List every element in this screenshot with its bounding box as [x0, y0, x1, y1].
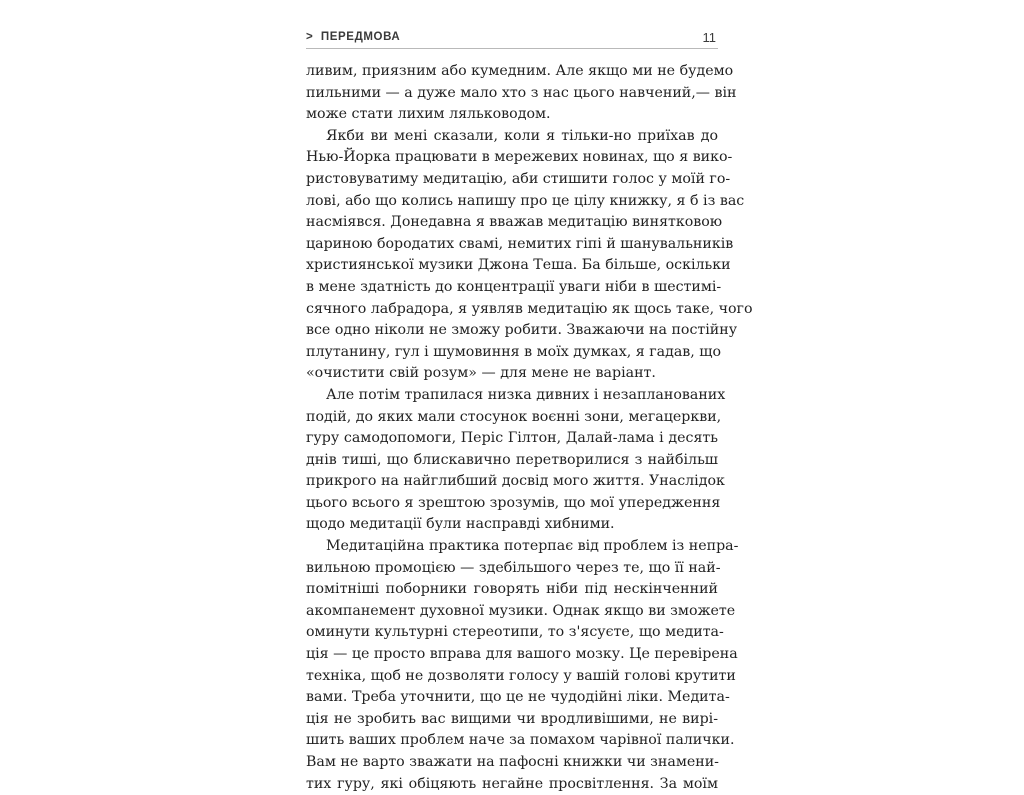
text-line: пильними — а дуже мало хто з нас цього навчений,— він [306, 84, 737, 101]
text-line: техніка, щоб не дозволяти голосу у вашій голові крутити [306, 667, 736, 684]
text-line: «очистити свій розум» — для мене не варіант. [306, 365, 656, 382]
text-line: гуру самодопомоги, Періс Гілтон, Далай-лама і десять [306, 430, 718, 447]
paragraph-4 [306, 536, 739, 795]
text-line: ція не зробить вас вищими чи вродливішими, не вирі- [306, 710, 718, 727]
text-line: ристовуватиму медитацію, аби стишити голос у моїй го- [306, 170, 731, 187]
text-line: в мене здатність до концентрації уваги ніби в шестимі- [306, 278, 722, 295]
text-line: щодо медитації були насправді хибними. [306, 516, 615, 533]
section-title: > ПЕРЕДМОВА [306, 31, 401, 43]
text-line: сячного лабрадора, я уявляв медитацію як щось таке, чого [306, 300, 753, 317]
text-line: плутанину, гул і шумовиння в моїх думках, я гадав, що [306, 343, 722, 360]
body-text [306, 61, 753, 795]
text-line: лові, або що колись напишу про це цілу книжку, я б із вас [306, 192, 745, 209]
text-line: Якби ви мені сказали, коли я тільки-но приїхав до [326, 127, 718, 144]
text-line: Медитаційна практика потерпає від проблем із непра- [326, 538, 739, 555]
text-line: акомпанемент духовної музики. Однак якщо ви зможете [306, 602, 736, 619]
paragraph-3 [306, 385, 726, 536]
text-line: Вам не варто зважати на пафосні книжки чи знамени- [306, 754, 719, 770]
paragraph-2 [306, 126, 753, 385]
page-number: 11 [702, 30, 716, 45]
paragraph-1 [306, 61, 737, 126]
text-line: вами. Треба уточнити, що це не чудодійні ліки. Медита- [306, 689, 730, 706]
text-line: Але потім трапилася низка дивних і незапланованих [326, 386, 726, 403]
text-line: Нью-Йорка працювати в мережевих новинах, що я вико- [306, 149, 733, 166]
text-line: може стати лихим ляльководом. [306, 106, 551, 123]
text-line: прикрого на найглибший досвід мого життя. Унаслідок [306, 473, 725, 490]
running-head [306, 28, 718, 48]
text-line: цього всього я зрештою зрозумів, що мої упередження [306, 494, 721, 511]
text-line: оминути культурні стереотипи, то з'ясуєте, що медита- [306, 624, 724, 641]
text-line: помітніші поборники говорять ніби під нескінченний [306, 581, 718, 598]
text-line: днів тиші, що блискавично перетворилися з найбільш [306, 451, 718, 468]
text-line: насміявся. Донедавна я вважав медитацію винятковою [306, 214, 723, 231]
text-line: ливим, приязним або кумедним. Але якщо ми не будемо [306, 63, 734, 79]
text-line: цариною бородатих свамі, немитих гіпі й шанувальників [306, 235, 734, 252]
text-line: шить ваших проблем наче за помахом чарівної палички. [306, 732, 735, 749]
text-line: тих гуру, які обіцяють негайне просвітлення. За моїм [306, 775, 718, 792]
header-rule [306, 48, 718, 49]
text-line: вильною промоцією — здебільшого через те, що її най- [306, 559, 721, 576]
text-line: ція — це просто вправа для вашого мозку. Це перевірена [306, 646, 738, 663]
text-line: подій, до яких мали стосунок воєнні зони, мегацеркви, [306, 408, 722, 425]
text-line: все одно ніколи не зможу робити. Зважаючи на постійну [306, 322, 738, 339]
text-line: християнської музики Джона Теша. Ба більше, оскільки [306, 257, 731, 274]
